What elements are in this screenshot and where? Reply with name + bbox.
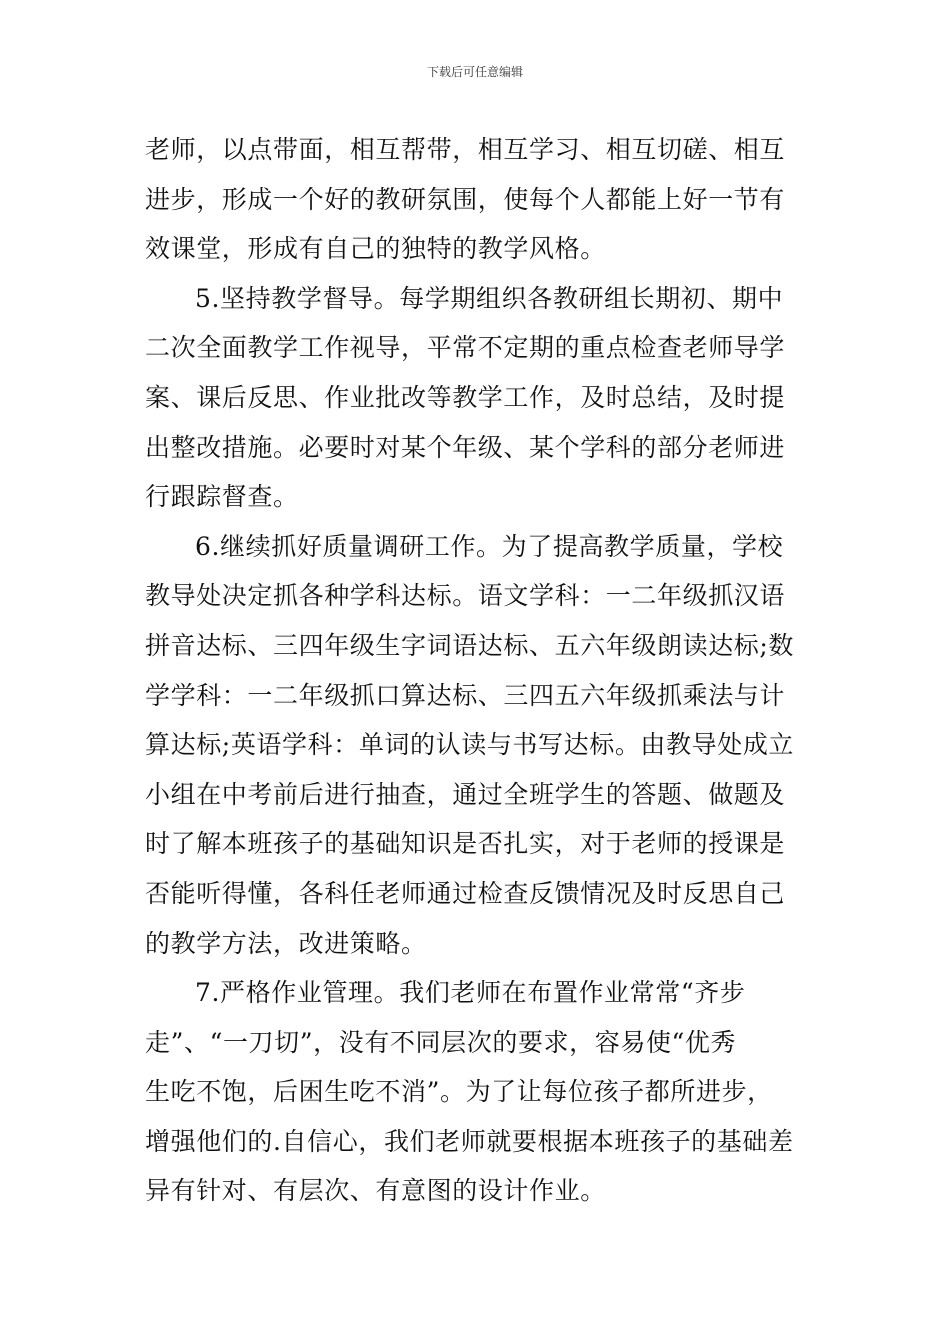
document-body <box>145 125 810 1216</box>
paragraph-6-start: 6.继续抓好质量调研工作。为了提高教学质量，学校 <box>195 531 784 561</box>
text-line: 进步，形成一个好的教研氛围，使每个人都能上好一节有 <box>145 184 786 214</box>
text-line: 学学科：一二年级抓口算达标、三四五六年级抓乘法与计 <box>145 680 786 710</box>
text-line: 时了解本班孩子的基础知识是否扎实，对于老师的授课是 <box>145 829 786 859</box>
text-line: 教导处决定抓各种学科达标。语文学科：一二年级抓汉语 <box>145 581 786 611</box>
text-line: 行跟踪督查。 <box>145 482 299 512</box>
text-line: 增强他们的.自信心，我们老师就要根据本班孩子的基础差 <box>145 1126 794 1156</box>
text-line: 否能听得懂，各科任老师通过检查反馈情况及时反思自己 <box>145 878 786 908</box>
text-line: 二次全面教学工作视导，平常不定期的重点检查老师导学 <box>145 333 786 363</box>
text-line: 老师，以点带面，相互帮带，相互学习、相互切磋、相互 <box>145 135 786 164</box>
text-line: 算达标;英语学科：单词的认读与书写达标。由教导处成立 <box>145 730 795 760</box>
text-line: 的教学方法，改进策略。 <box>145 928 427 958</box>
text-line: 小组在中考前后进行抽查，通过全班学生的答题、做题及 <box>145 779 786 809</box>
paragraph-5-start: 5.坚持教学督导。每学期组织各教研组长期初、期中 <box>195 283 784 313</box>
text-line: 生吃不饱，后困生吃不消”。为了让每位孩子都所进步， <box>145 1077 773 1107</box>
text-line: 案、课后反思、作业批改等教学工作，及时总结，及时提 <box>145 382 786 412</box>
page-header: 下载后可任意编辑 <box>426 65 523 79</box>
text-line: 出整改措施。必要时对某个年级、某个学科的部分老师进 <box>145 432 786 462</box>
text-line: 走”、“一刀切”，没有不同层次的要求，容易使“优秀 <box>145 1027 737 1057</box>
text-line: 效课堂，形成有自己的独特的教学风格。 <box>145 234 606 264</box>
paragraph-7-start: 7.严格作业管理。我们老师在布置作业常常“齐步 <box>195 978 746 1008</box>
text-line: 拼音达标、三四年级生字词语达标、五六年级朗读达标;数 <box>145 630 795 660</box>
text-line: 异有针对、有层次、有意图的设计作业。 <box>145 1176 606 1206</box>
